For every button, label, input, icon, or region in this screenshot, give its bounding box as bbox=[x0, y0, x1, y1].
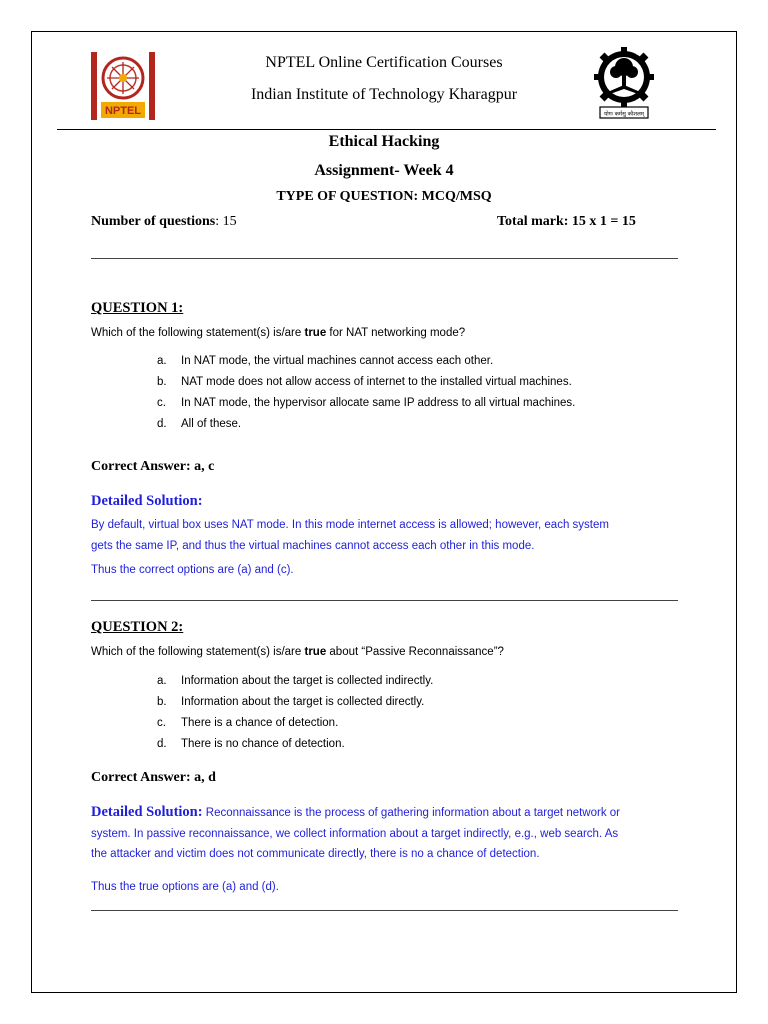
question-1-options bbox=[157, 351, 575, 435]
separator bbox=[91, 258, 678, 259]
assignment-title: Assignment- Week 4 bbox=[314, 162, 454, 179]
question-2-heading: QUESTION 2: bbox=[91, 619, 184, 635]
option-d: d. There is no chance of detection. bbox=[157, 738, 345, 750]
nptel-logo-text: NPTEL bbox=[104, 105, 142, 117]
option-b: b. NAT mode does not allow access of internet to the installed virtual machines. bbox=[157, 376, 572, 388]
option-a: a. Information about the target is collected indirectly. bbox=[157, 675, 434, 687]
option-c: c. There is a chance of detection. bbox=[157, 717, 339, 729]
option-b: b. Information about the target is collected directly. bbox=[157, 696, 425, 708]
option-d: d. All of these. bbox=[157, 418, 242, 430]
header-line-2: Indian Institute of Technology Kharagpur bbox=[250, 86, 518, 103]
question-2-options bbox=[157, 671, 433, 755]
question-1-heading: QUESTION 1: bbox=[91, 300, 184, 316]
iit-logo-motto: योगः कर्मसु कौशलम् bbox=[604, 111, 644, 118]
total-mark: Total mark: 15 x 1 = 15 bbox=[497, 214, 636, 229]
option-a: a. In NAT mode, the virtual machines cannot access each other. bbox=[157, 355, 494, 367]
question-1-text: Which of the following statement(s) is/are true for NAT networking mode? bbox=[91, 327, 466, 339]
separator bbox=[91, 600, 678, 601]
question-2-solution: Detailed Solution: Reconnaissance is the process of gathering information about a target network or system. In passive reconnaissance, we collect information about a target indirectly, e.g., web search. As the attacker and victim does not communicate directly, there is no a chance of detection. Thus the true options are (a) and (d). bbox=[91, 804, 621, 893]
question-2-answer: Correct Answer: a, d bbox=[91, 770, 216, 785]
option-c: c. In NAT mode, the hypervisor allocate same IP address to all virtual machines. bbox=[157, 397, 576, 409]
question-1-answer: Correct Answer: a, c bbox=[91, 459, 215, 474]
question-type: TYPE OF QUESTION: MCQ/MSQ bbox=[276, 189, 492, 204]
number-of-questions: Number of questions: 15 bbox=[91, 214, 237, 229]
question-1-solution-heading: Detailed Solution: bbox=[91, 493, 203, 509]
course-title: Ethical Hacking bbox=[328, 133, 440, 150]
question-2-text: Which of the following statement(s) is/are true about “Passive Reconnaissance”? bbox=[91, 646, 504, 658]
question-2-solution-heading: Detailed Solution: bbox=[91, 804, 203, 820]
separator bbox=[91, 910, 678, 911]
header-rule bbox=[57, 129, 716, 130]
header-line-1: NPTEL Online Certification Courses bbox=[265, 54, 503, 71]
question-1-solution: By default, virtual box uses NAT mode. In this mode internet access is allowed; however, each system gets the same IP, and thus the virtual machines cannot access each other in this mode. Thus the correct options are (a) and (c). bbox=[91, 519, 609, 576]
